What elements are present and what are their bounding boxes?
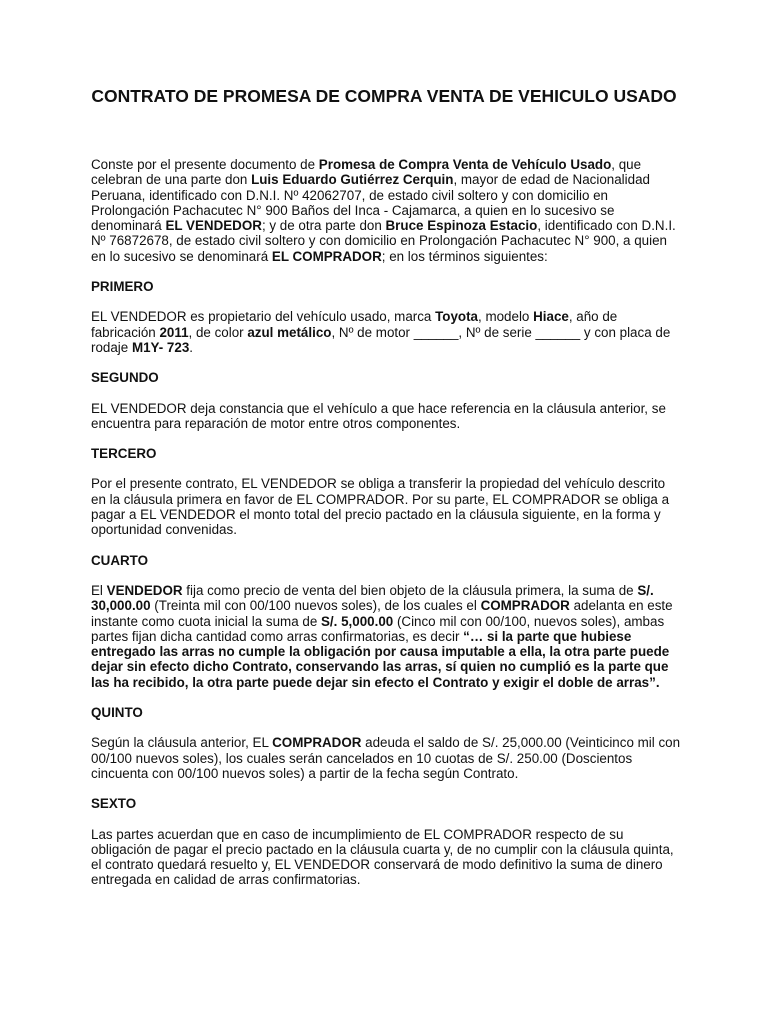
- text-run: ; en los términos siguientes:: [381, 248, 548, 264]
- bold-text-run: M1Y- 723: [131, 339, 190, 355]
- clause-heading-primero: PRIMERO: [91, 279, 154, 295]
- bold-text-run: 2011: [159, 324, 189, 340]
- text-run: EL VENDEDOR es propietario del vehículo usado, marca: [91, 309, 436, 325]
- text-run: (Treinta mil con 00/100 nuevos soles), de los cuales el: [150, 598, 481, 614]
- text-run: , que celebran de una parte don: [91, 157, 642, 188]
- clause-body-tercero: [91, 476, 681, 537]
- text-run: El: [91, 582, 107, 598]
- bold-text-run: Promesa de Compra Venta de Vehículo Usado: [318, 157, 612, 172]
- text-run: , Nº de motor ______, Nº de serie ______ y con placa de rodaje: [91, 324, 671, 355]
- text-run: fija como precio de venta del bien objeto de la cláusula primera, la suma de: [182, 582, 638, 598]
- text-run: , mayor de edad de Nacionalidad Peruana, identificado con D.N.I. Nº 42062707, de estado civil soltero y con domicilio en Prolongación Pachacutec N° 900 Baños del Inca - Cajamarca, a quien en lo sucesivo se denominará: [91, 172, 650, 234]
- bold-text-run: S/. 5,000.00: [321, 613, 394, 629]
- bold-text-run: VENDEDOR: [106, 582, 183, 598]
- text-run: EL VENDEDOR deja constancia que el vehículo a que hace referencia en la cláusula anterior, se encuentra para reparación de motor entre otros componentes.: [91, 400, 666, 431]
- text-run: , año de fabricación: [91, 309, 618, 340]
- clause-body-sexto: [91, 827, 681, 888]
- bold-text-run: “… si la parte que hubiese entregado las arras no cumple la obligación por causa imputable a ella, la otra parte puede dejar sin efecto dicho Contrato, conservando las arras, sí quien no cumplió es la parte que las ha recibido, la otra parte puede dejar sin efecto el Contrato y exigir el doble de arras”.: [91, 628, 670, 690]
- bold-text-run: Luis Eduardo Gutiérrez Cerquin: [251, 172, 454, 188]
- text-run: , identificado con D.N.I. Nº 76872678, de estado civil soltero y con domicilio en Prolongación Pachacutec N° 900, a quien en lo sucesivo se denominará: [91, 218, 676, 264]
- text-run: Según la cláusula anterior, EL: [91, 735, 273, 751]
- clause-heading-tercero: TERCERO: [91, 446, 157, 462]
- bold-text-run: Toyota: [435, 309, 479, 325]
- text-run: Por el presente contrato, EL VENDEDOR se obliga a transferir la propiedad del vehículo descrito en la cláusula primera en favor de EL COMPRADOR. Por su parte, EL COMPRADOR se obliga a pagar a EL VENDEDOR el monto total del precio pactado en la cláusula siguiente, en la forma y oportunidad convenidas.: [91, 476, 670, 538]
- text-run: ; y de otra parte don: [261, 218, 386, 234]
- clause-body-primero: [91, 309, 681, 355]
- bold-text-run: COMPRADOR: [272, 735, 362, 751]
- document-title: CONTRATO DE PROMESA DE COMPRA VENTA DE VEHICULO USADO: [91, 86, 677, 106]
- text-run: adelanta en este instante como cuota inicial la suma de: [91, 598, 673, 629]
- intro-paragraph: [91, 157, 681, 264]
- bold-text-run: Bruce Espinoza Estacio: [385, 218, 538, 234]
- clause-heading-cuarto: CUARTO: [91, 552, 149, 568]
- text-run: Las partes acuerdan que en caso de incumplimiento de EL COMPRADOR respecto de su obligación de pagar el precio pactado en la cláusula cuarta y, de no cumplir con la cláusula quinta, el contrato quedará resuelto y, EL VENDEDOR conservará de modo definitivo la suma de dinero entregada en calidad de arras confirmatorias.: [91, 826, 674, 888]
- bold-text-run: azul metálico: [247, 324, 332, 340]
- clause-body-cuarto: [91, 583, 681, 690]
- clause-heading-quinto: QUINTO: [91, 705, 143, 721]
- text-run: , de color: [188, 324, 248, 340]
- text-run: Conste por el presente documento de: [91, 157, 319, 172]
- bold-text-run: EL COMPRADOR: [271, 248, 382, 264]
- clause-body-segundo: [91, 401, 681, 432]
- text-run: , modelo: [478, 309, 534, 325]
- text-run: (Cinco mil con 00/100, nuevos soles), ambas partes fijan dicha cantidad como arras confirmatorias, es decir: [91, 613, 665, 644]
- clause-body-quinto: [91, 735, 681, 781]
- bold-text-run: EL VENDEDOR: [165, 218, 262, 234]
- document-body: [91, 157, 681, 888]
- text-run: .: [189, 339, 194, 355]
- clause-heading-sexto: SEXTO: [91, 796, 137, 812]
- clause-heading-segundo: SEGUNDO: [91, 370, 159, 386]
- bold-text-run: Hiace: [533, 309, 569, 325]
- text-run: adeuda el saldo de S/. 25,000.00 (Veinticinco mil con 00/100 nuevos soles), los cuales serán cancelados en 10 cuotas de S/. 250.00 (Doscientos cincuenta con 00/100 nuevos soles) a partir de la fecha según Contrato.: [91, 735, 681, 781]
- bold-text-run: COMPRADOR: [480, 598, 570, 614]
- bold-text-run: S/. 30,000.00: [91, 582, 654, 614]
